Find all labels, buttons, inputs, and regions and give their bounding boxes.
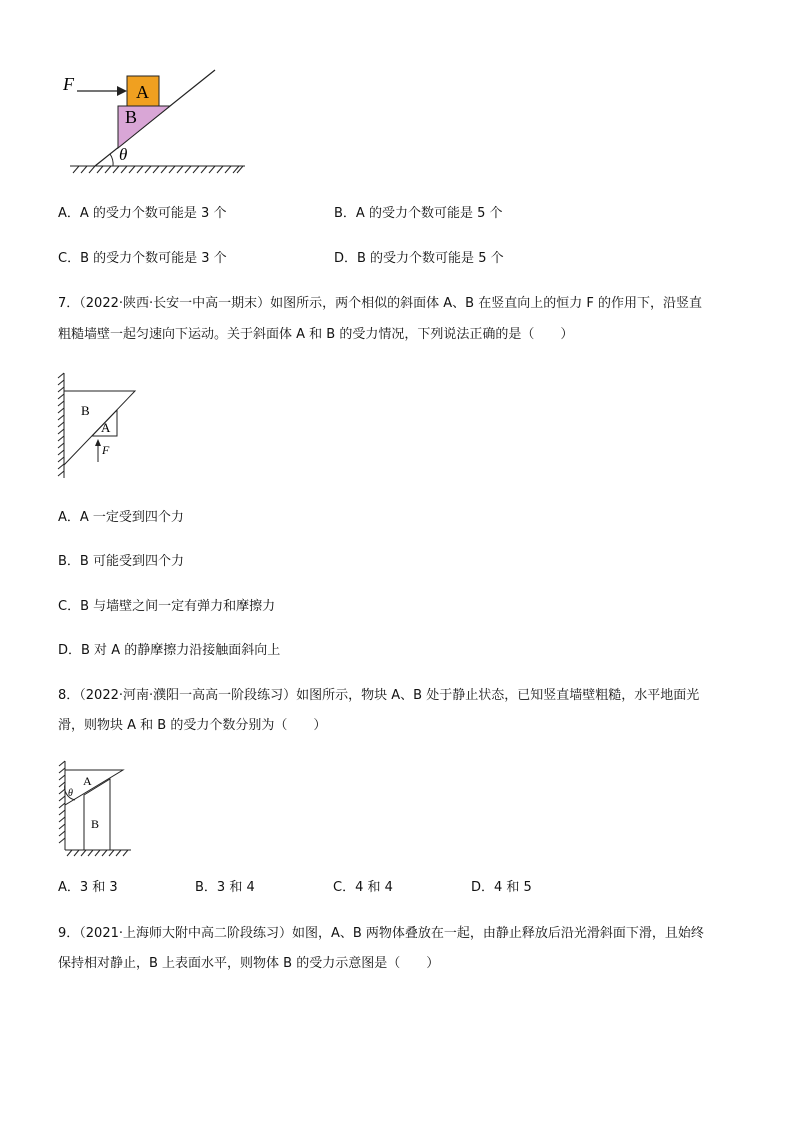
q6-option-b: B．A 的受力个数可能是 5 个 (334, 206, 503, 221)
q7-stem-line2: 粗糙墙壁一起匀速向下运动。关于斜面体 A 和 B 的受力情况，下列说法正确的是（ ） (58, 327, 574, 342)
wedge-b-label: B (81, 403, 90, 418)
block-b-label: B (125, 107, 138, 127)
force-label: F (63, 74, 74, 94)
floor-hatching (65, 850, 131, 856)
wall-hatching (59, 761, 65, 850)
q8-option-a: A．3 和 3 (58, 880, 118, 895)
q7-option-d: D．B 对 A 的静摩擦力沿接触面斜向上 (58, 643, 281, 658)
force-arrowhead (117, 86, 127, 96)
q6-option-a: A．A 的受力个数可能是 3 个 (58, 206, 227, 221)
fig7-wall-wedges-diagram (55, 370, 145, 482)
wedge-a-label: A (83, 774, 92, 788)
angle-arc (110, 154, 113, 166)
fig8-wall-floor-diagram (55, 758, 140, 860)
angle-label: θ (119, 145, 128, 164)
q8-stem-line2: 滑，则物块 A 和 B 的受力个数分别为（ ） (58, 718, 327, 733)
block-b-label: B (91, 817, 100, 831)
fig6-incline-diagram (55, 65, 255, 180)
q7-stem-line1: 7．（2022·陕西·长安一中高一期末）如图所示，两个相似的斜面体 A、B 在竖直向上的恒力 F 的作用下，沿竖直 (58, 296, 702, 311)
q6-option-d: D．B 的受力个数可能是 5 个 (334, 251, 504, 266)
q8-option-b: B．3 和 4 (195, 880, 255, 895)
q6-option-c: C．B 的受力个数可能是 3 个 (58, 251, 227, 266)
q7-option-b: B．B 可能受到四个力 (58, 554, 184, 569)
ground-hatching (70, 166, 245, 173)
q8-stem-line1: 8．（2022·河南·濮阳一高高一阶段练习）如图所示，物块 A、B 处于静止状态，已知竖直墙壁粗糙，水平地面光 (58, 688, 700, 703)
wall-hatching (58, 373, 64, 478)
q7-option-a: A．A 一定受到四个力 (58, 510, 184, 525)
block-b (84, 779, 110, 850)
q8-option-c: C．4 和 4 (333, 880, 393, 895)
force-arrowhead (95, 439, 101, 446)
q9-stem-line1: 9．（2021·上海师大附中高二阶段练习）如图，A、B 两物体叠放在一起，由静止释放后沿光滑斜面下滑，且始终 (58, 926, 704, 941)
wedge-a-label: A (101, 420, 111, 435)
block-a-label: A (136, 82, 149, 102)
force-label: F (102, 443, 110, 457)
q9-stem-line2: 保持相对静止，B 上表面水平，则物体 B 的受力示意图是（ ） (58, 956, 440, 971)
q8-option-d: D．4 和 5 (471, 880, 532, 895)
q7-option-c: C．B 与墙壁之间一定有弹力和摩擦力 (58, 599, 276, 614)
angle-label: θ (68, 788, 73, 799)
